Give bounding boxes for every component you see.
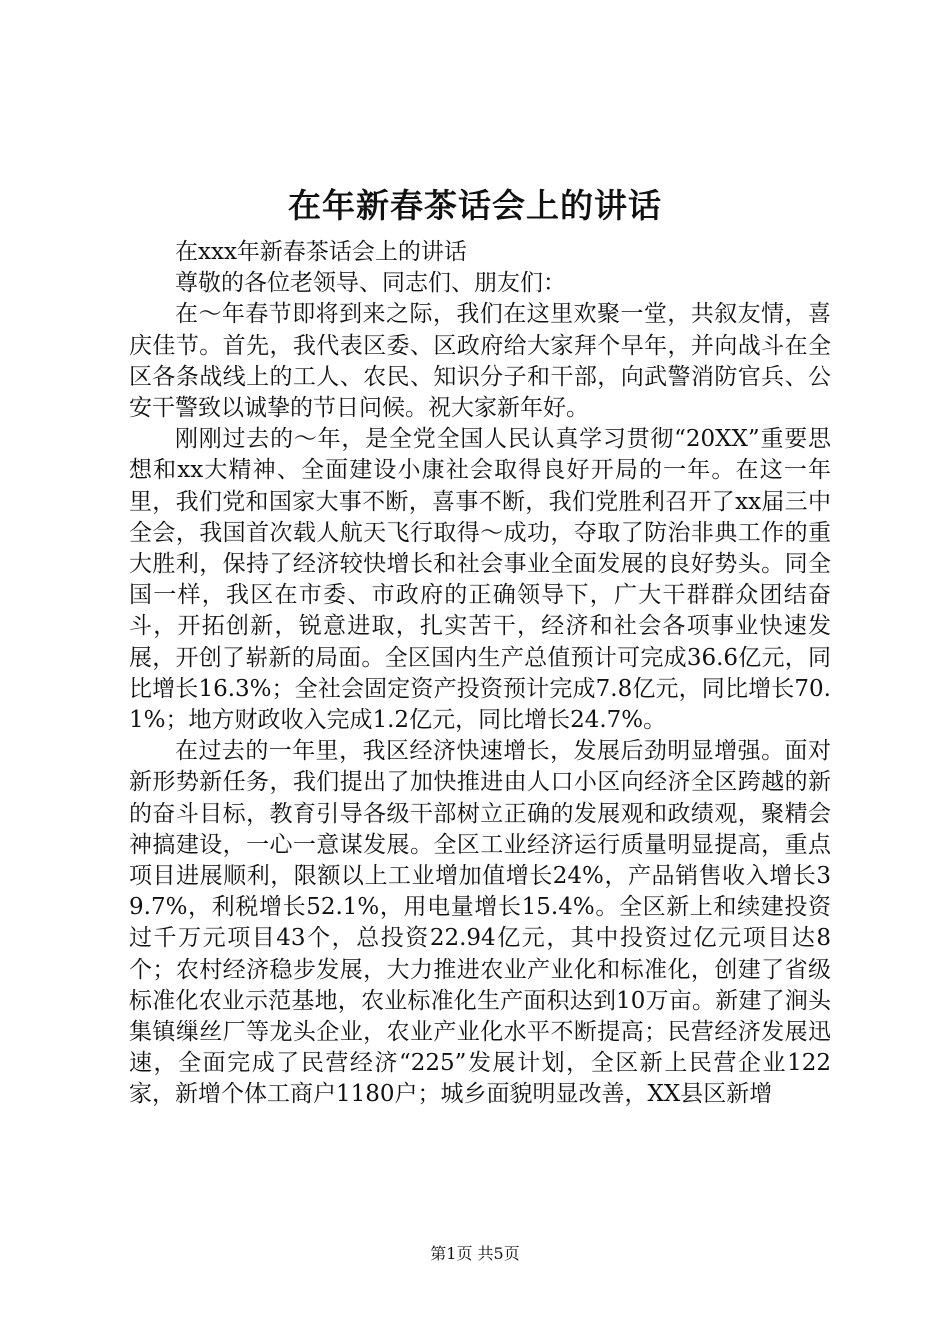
- document-body: [129, 237, 831, 1111]
- paragraph-salutation: 尊敬的各位老领导、同志们、朋友们：: [175, 270, 566, 297]
- paragraph-economy: 在过去的一年里，我区经济快速增长，发展后劲明显增强。面对新形势新任务，我们提出了加快推进由人口小区向经济全区跨越的新的奋斗目标，教育引导各级干部树立正确的发展观和政绩观，聚精会神搞建设，一心一意谋发展。全区工业经济运行质量明显提高，重点项目进展顺利，限额以上工业增加值增长24%，产品销售收入增长39.7%，利税增长52.1%，用电量增长15.4%。全区新上和续建投资过千万元项目43个，总投资22.94亿元，其中投资过亿元项目达8个；农村经济稳步发展，大力推进农业产业化和标准化，创建了省级标准化农业示范基地，农业标准化生产面积达到10万亩。新建了涧头集镇缫丝厂等龙头企业，农业产业化水平不断提高；民营经济发展迅速，全面完成了民营经济“225”发展计划，全区新上民营企业122家，新增个体工商户1180户；城乡面貌明显改善，XX县区新增: [129, 738, 831, 1108]
- paragraph-heading-line: 在xxx年新春茶话会上的讲话: [175, 239, 467, 265]
- document-title: 在年新春茶话会上的讲话: [288, 186, 662, 225]
- paragraph-greeting: 在～年春节即将到来之际，我们在这里欢聚一堂，共叙友情，喜庆佳节。首先，我代表区委、区政府给大家拜个早年，并向战斗在全区各条战线上的工人、农民、知识分子和干部，向武警消防官兵、公安干警致以诚挚的节日问候。祝大家新年好。: [129, 301, 831, 422]
- paragraph-review-year: 刚刚过去的～年，是全党全国人民认真学习贯彻“20XX”重要思想和xx大精神、全面建设小康社会取得良好开局的一年。在这一年里，我们党和国家大事不断，喜事不断，我们党胜利召开了xx届三中全会，我国首次载人航天飞行取得～成功，夺取了防治非典工作的重大胜利，保持了经济较快增长和社会事业全面发展的良好势头。同全国一样，我区在市委、市政府的正确领导下，广大干群群众团结奋斗，开拓创新，锐意进取，扎实苦干，经济和社会各项事业快速发展，开创了崭新的局面。全区国内生产总值预计可完成36.6亿元，同比增长16.3%；全社会固定资产投资预计完成7.8亿元，同比增长70.1%；地方财政收入完成1.2亿元，同比增长24.7%。: [129, 426, 831, 734]
- page-footer: 第1页 共5页: [430, 1244, 520, 1263]
